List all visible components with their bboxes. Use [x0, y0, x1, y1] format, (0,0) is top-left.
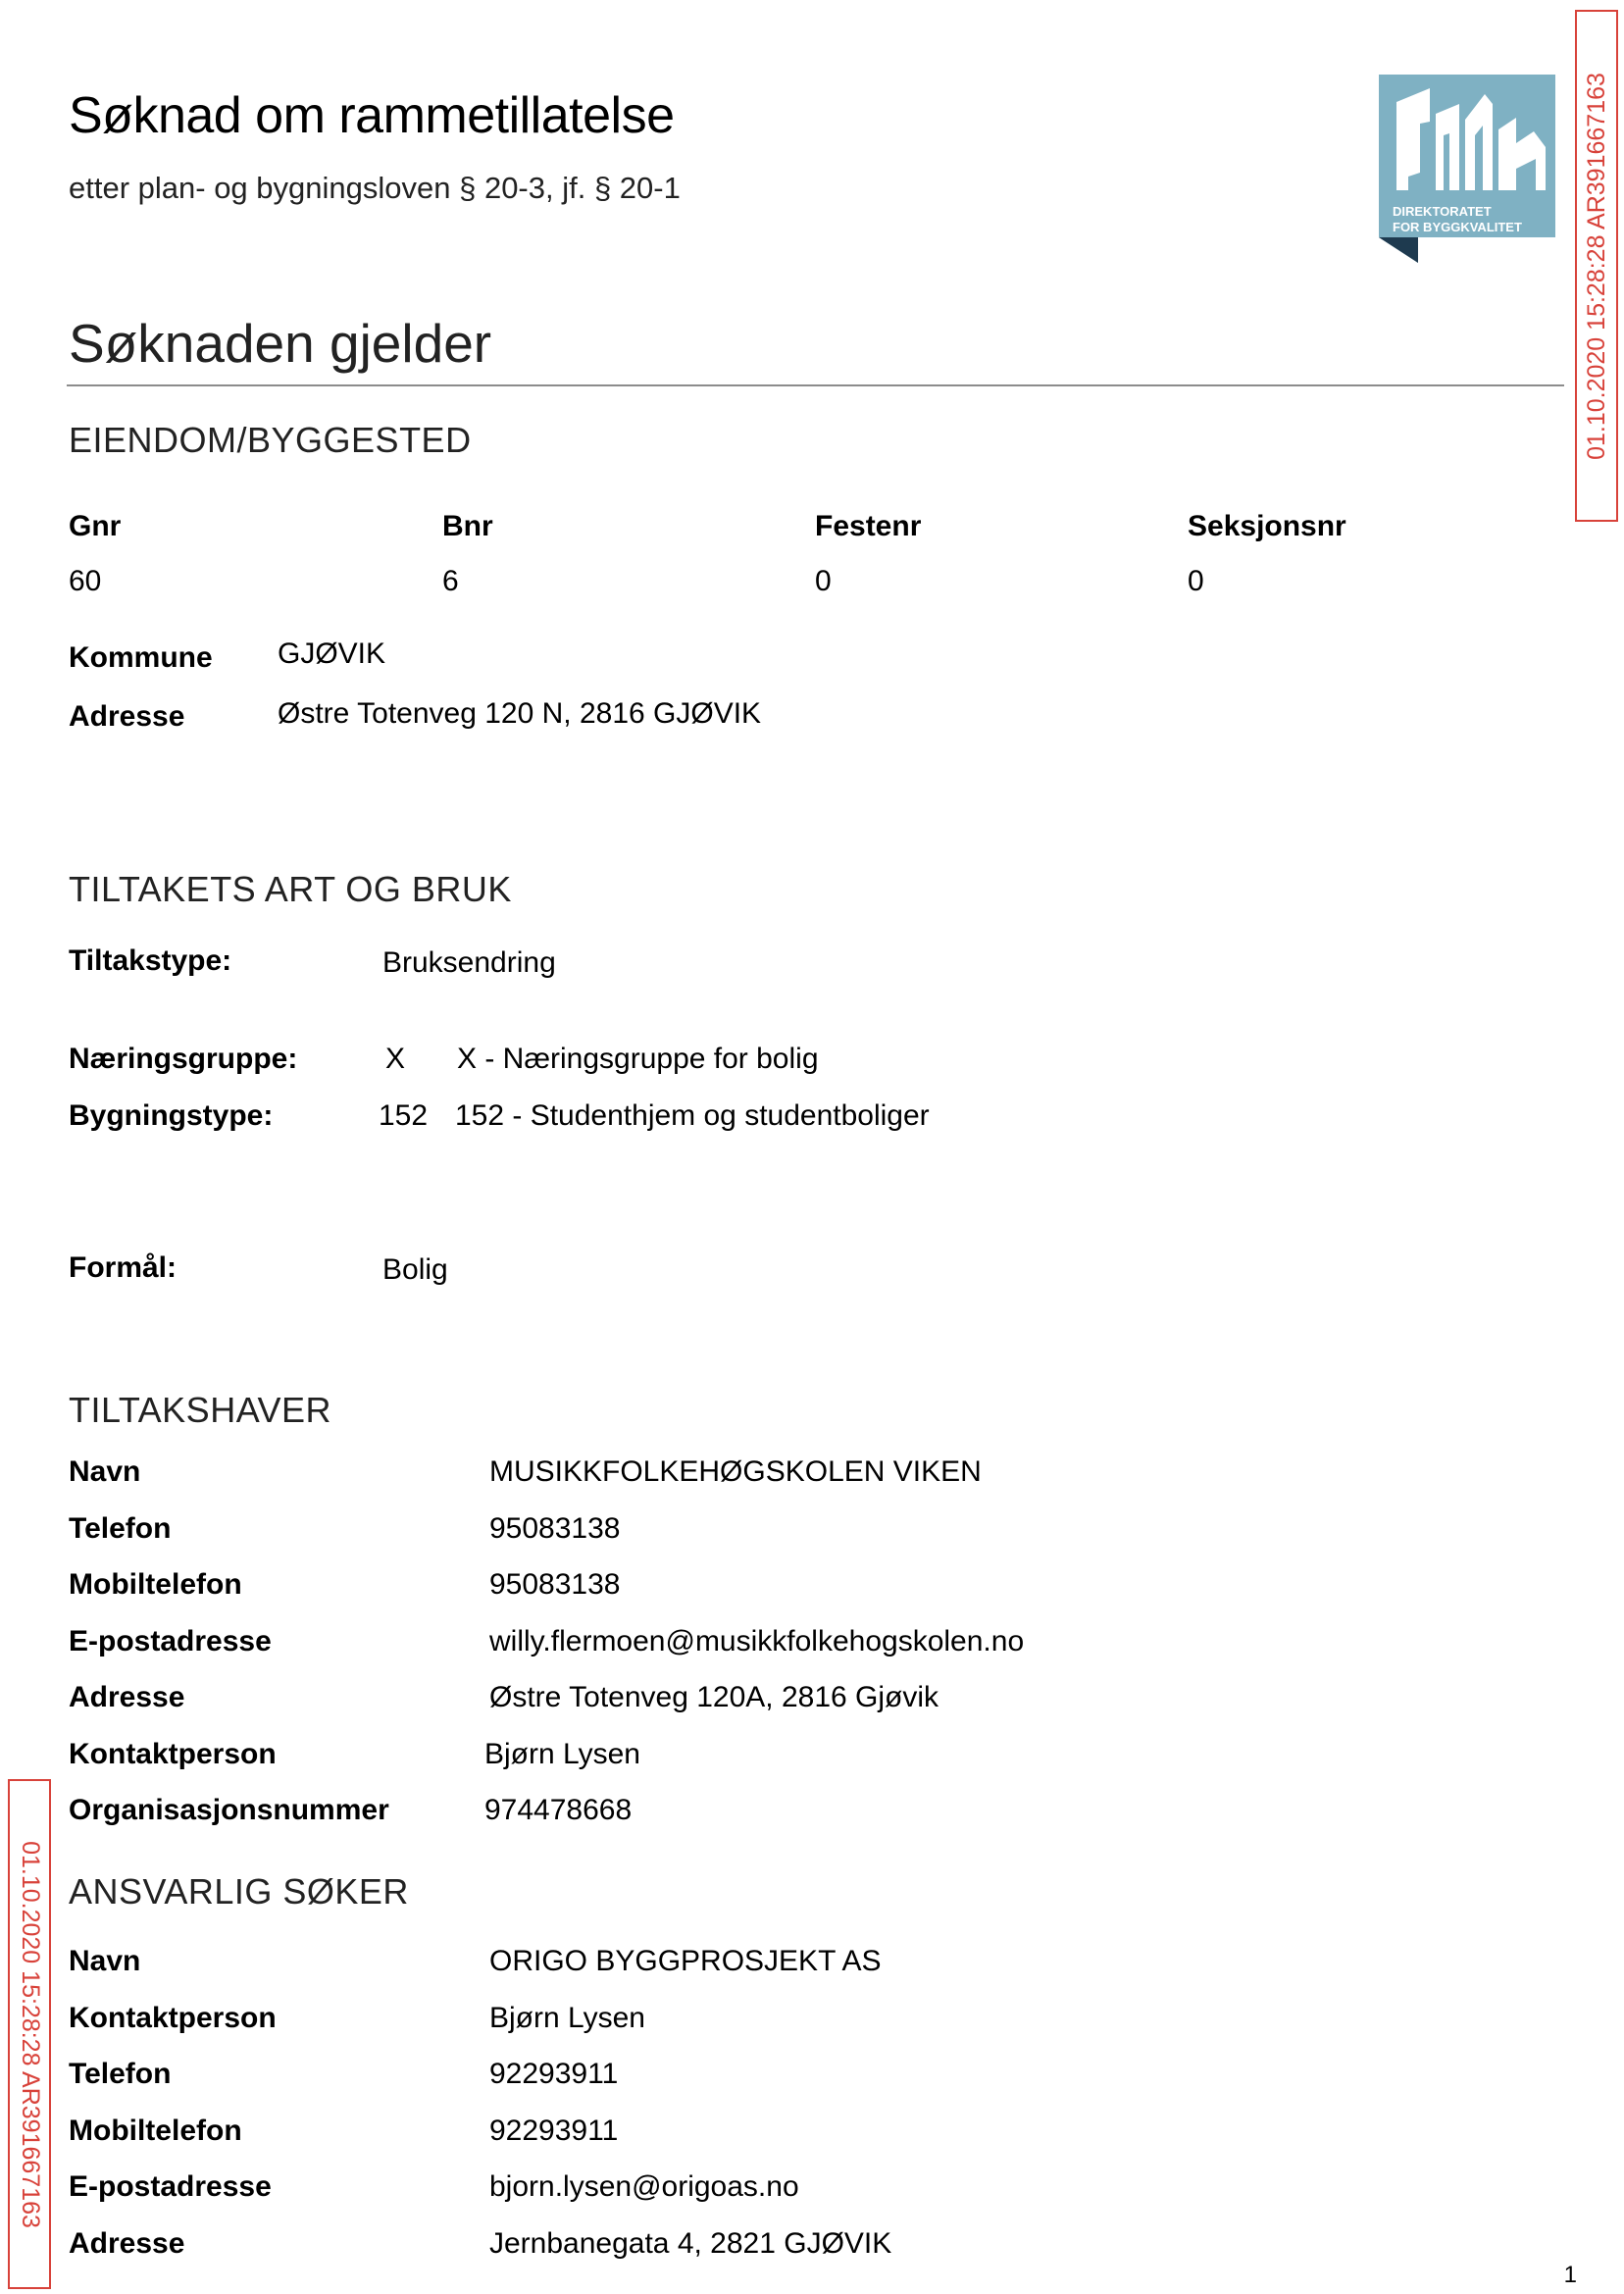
heading-divider	[67, 384, 1564, 386]
dibk-logo	[1379, 75, 1555, 263]
section-title-eiendom: EIENDOM/BYGGESTED	[69, 420, 472, 460]
dibk-logo-graphic	[1379, 75, 1555, 263]
tiltakshaver-value: 95083138	[489, 1512, 621, 1545]
ansvarlig-value: Bjørn Lysen	[489, 2002, 645, 2034]
tiltakstype-value: Bruksendring	[382, 946, 556, 979]
page-number: 1	[1563, 2262, 1577, 2288]
tiltakshaver-label: Organisasjonsnummer	[69, 1794, 389, 1826]
tiltakshaver-label: Navn	[69, 1455, 141, 1488]
tiltakshaver-label: Telefon	[69, 1512, 172, 1545]
tiltakshaver-value: Østre Totenveg 120A, 2816 Gjøvik	[489, 1681, 939, 1713]
value-festenr: 0	[815, 565, 832, 597]
archive-stamp-text: 01.10.2020 15:28:28 AR391667163	[16, 1840, 44, 2228]
archive-stamp-top	[1575, 10, 1618, 522]
tiltakshaver-label: Mobiltelefon	[69, 1568, 242, 1601]
kommune-value: GJØVIK	[278, 637, 386, 670]
ansvarlig-value: bjorn.lysen@origoas.no	[489, 2170, 799, 2203]
naeringsgruppe-text: X - Næringsgruppe for bolig	[457, 1043, 819, 1075]
document-subtitle: etter plan- og bygningsloven § 20-3, jf. § 20-1	[69, 171, 681, 205]
bygningstype-label: Bygningstype:	[69, 1099, 274, 1132]
archive-stamp-text: 01.10.2020 15:28:28 AR391667163	[1582, 72, 1610, 460]
tiltakshaver-label: E-postadresse	[69, 1625, 272, 1657]
tiltakshaver-label: Kontaktperson	[69, 1738, 277, 1770]
logo-line1: DIREKTORATET	[1393, 204, 1492, 219]
document-title: Søknad om rammetillatelse	[69, 87, 675, 144]
value-bnr: 6	[442, 565, 459, 597]
tiltakshaver-value: 95083138	[489, 1568, 621, 1601]
tiltakstype-label: Tiltakstype:	[69, 944, 232, 977]
adresse-value: Østre Totenveg 120 N, 2816 GJØVIK	[278, 697, 762, 730]
adresse-label: Adresse	[69, 700, 185, 733]
archive-stamp-bottom	[8, 1779, 51, 2289]
column-header-seksjonsnr: Seksjonsnr	[1188, 510, 1346, 542]
ansvarlig-label: Telefon	[69, 2058, 172, 2090]
tiltakshaver-label: Adresse	[69, 1681, 185, 1713]
tiltakshaver-value: Bjørn Lysen	[484, 1738, 640, 1770]
ansvarlig-label: Navn	[69, 1945, 141, 1977]
section-title-tiltak: TILTAKETS ART OG BRUK	[69, 869, 512, 909]
ansvarlig-label: Mobiltelefon	[69, 2115, 242, 2147]
tiltakshaver-value: 974478668	[484, 1794, 633, 1826]
ansvarlig-label: E-postadresse	[69, 2170, 272, 2203]
kommune-label: Kommune	[69, 641, 213, 674]
ansvarlig-value: 92293911	[489, 2058, 619, 2090]
naeringsgruppe-label: Næringsgruppe:	[69, 1043, 298, 1075]
column-header-festenr: Festenr	[815, 510, 922, 542]
ansvarlig-value: Jernbanegata 4, 2821 GJØVIK	[489, 2227, 892, 2260]
naeringsgruppe-code: X	[385, 1043, 406, 1075]
ansvarlig-label: Adresse	[69, 2227, 185, 2260]
section-title-ansvarlig: ANSVARLIG SØKER	[69, 1871, 409, 1912]
tiltakshaver-value: MUSIKKFOLKEHØGSKOLEN VIKEN	[489, 1455, 982, 1488]
logo-line2: FOR BYGGKVALITET	[1393, 220, 1522, 234]
formal-label: Formål:	[69, 1251, 178, 1284]
section-title-tiltakshaver: TILTAKSHAVER	[69, 1390, 332, 1430]
ansvarlig-label: Kontaktperson	[69, 2002, 277, 2034]
formal-value: Bolig	[382, 1253, 448, 1286]
column-header-gnr: Gnr	[69, 510, 122, 542]
value-seksjonsnr: 0	[1188, 565, 1204, 597]
bygningstype-code: 152	[379, 1099, 429, 1132]
value-gnr: 60	[69, 565, 102, 597]
column-header-bnr: Bnr	[442, 510, 493, 542]
bygningstype-text: 152 - Studenthjem og studentboliger	[455, 1099, 930, 1132]
ansvarlig-value: 92293911	[489, 2115, 619, 2147]
tiltakshaver-value: willy.flermoen@musikkfolkehogskolen.no	[489, 1625, 1025, 1657]
section-heading: Søknaden gjelder	[69, 313, 492, 374]
ansvarlig-value: ORIGO BYGGPROSJEKT AS	[489, 1945, 882, 1977]
